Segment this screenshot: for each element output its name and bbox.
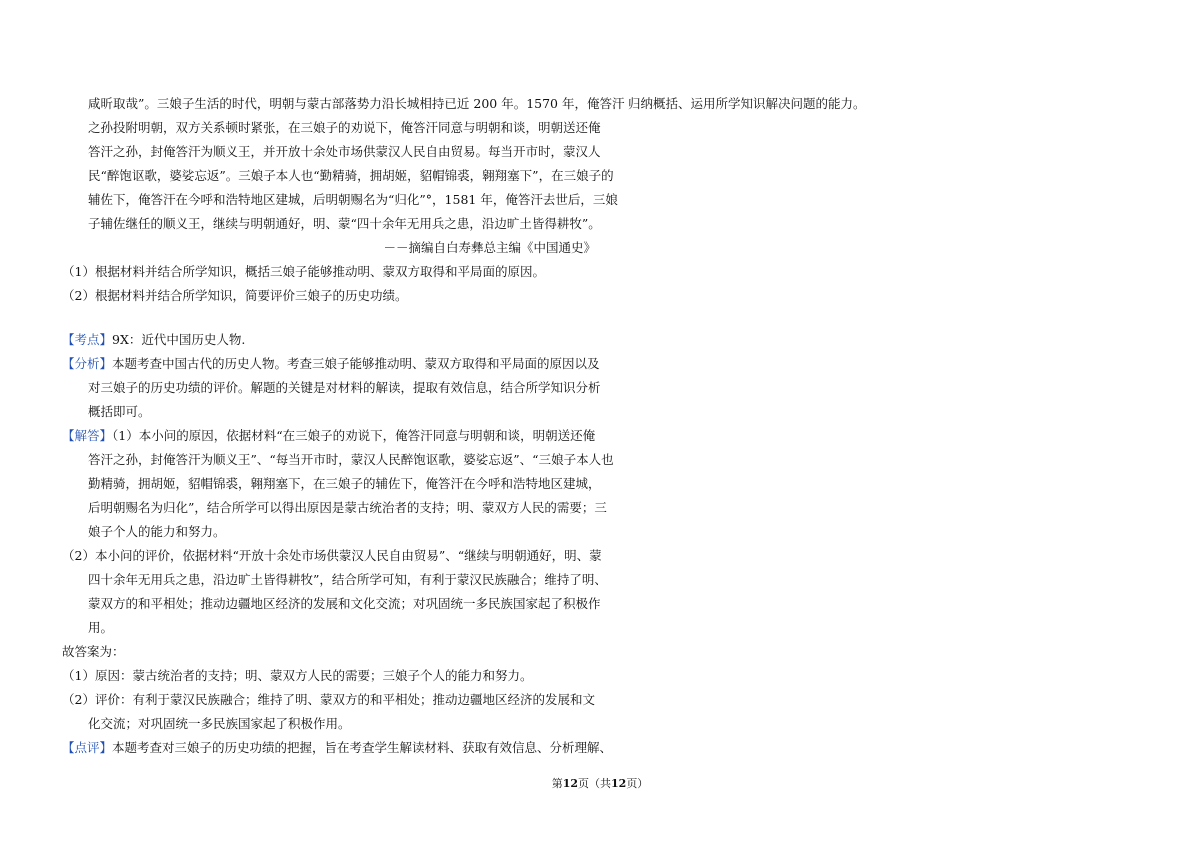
fenxi-line: 概括即可。 xyxy=(88,404,151,419)
dianping-tag: 【点评】 xyxy=(62,740,113,755)
answer-title: 故答案为： xyxy=(62,644,125,659)
footer-prefix: 第 xyxy=(551,777,563,790)
fenxi-text: 本题考查中国古代的历史人物。考查三娘子能够推动明、蒙双方取得和平局面的原因以及 xyxy=(112,356,600,371)
spacer xyxy=(76,308,596,328)
dianping-text: 本题考查对三娘子的历史功绩的把握，旨在考查学生解读材料、获取有效信息、分析理解、 xyxy=(112,740,613,755)
fenxi-tag: 【分析】 xyxy=(62,356,113,371)
right-column xyxy=(628,92,1128,116)
fenxi-line xyxy=(62,352,600,376)
material-line: 辅佐下，俺答汗在今呼和浩特地区建城，后明朝赐名为“归化”°，1581 年，俺答汗去世后，三娘 xyxy=(88,192,618,207)
footer-mid: 页（共 xyxy=(578,777,611,790)
material-line: 民“醉饱讴歌，婆娑忘返”。三娘子本人也“勤精骑，拥胡姬，貂帽锦裘，翱翔塞下”，在三娘子的 xyxy=(88,168,614,183)
left-column xyxy=(62,92,625,760)
jieda-q2-line: 四十余年无用兵之患，沿边旷土皆得耕牧”，结合所学可知，有利于蒙汉民族融合；维持了明、 xyxy=(88,572,607,587)
footer-suffix: 页） xyxy=(626,777,649,790)
jieda-line: 勤精骑，拥胡姬，貂帽锦裘，翱翔塞下，在三娘子的辅佐下，俺答汗在今呼和浩特地区建城， xyxy=(88,476,601,491)
kaodian-tag: 【考点】 xyxy=(62,332,113,347)
kaodian-line xyxy=(62,328,596,352)
question-1: （1）根据材料并结合所学知识，概括三娘子能够推动明、蒙双方取得和平局面的原因。 xyxy=(62,264,545,279)
answer-2: （2）评价：有利于蒙汉民族融合；维持了明、蒙双方的和平相处；推动边疆地区经济的发展和文 xyxy=(62,692,595,707)
fenxi-line: 对三娘子的历史功绩的评价。解题的关键是对材料的解读，提取有效信息，结合所学知识分析 xyxy=(88,380,601,395)
dianping-line xyxy=(62,736,613,760)
footer-total-pages: 12 xyxy=(611,777,627,790)
jieda-tag: 【解答】 xyxy=(62,428,113,443)
footer-page-number: 12 xyxy=(562,777,578,790)
jieda-line xyxy=(62,424,596,448)
jieda-line: 娘子个人的能力和努力。 xyxy=(88,524,226,539)
question-2: （2）根据材料并结合所学知识，简要评价三娘子的历史功绩。 xyxy=(62,288,408,303)
kaodian-text: 9X：近代中国历史人物. xyxy=(112,332,246,347)
jieda-q2-line: 蒙双方的和平相处；推动边疆地区经济的发展和文化交流；对巩固统一多民族国家起了积极作 xyxy=(88,596,601,611)
jieda-line: 后明朝赐名为归化”，结合所学可以得出原因是蒙古统治者的支持；明、蒙双方人民的需要；三 xyxy=(88,500,607,515)
jieda-text: （1）本小问的原因，依据材料“在三娘子的劝说下，俺答汗同意与明朝和谈，明朝送还俺 xyxy=(112,428,596,443)
dianping-continued: 归纳概括、运用所学知识解决问题的能力。 xyxy=(628,96,866,111)
jieda-line: 答汗之孙，封俺答汗为顺义王”、“每当开市时，蒙汉人民醉饱讴歌，婆娑忘返”、“三娘子本人也 xyxy=(88,452,614,467)
jieda-q2-line: （2）本小问的评价，依据材料“开放十余处市场供蒙汉人民自由贸易”、“继续与明朝通好，明、蒙 xyxy=(62,548,602,563)
material-line: 之孙投附明朝，双方关系顿时紧张，在三娘子的劝说下，俺答汗同意与明朝和谈，明朝送还俺 xyxy=(88,120,601,135)
material-line: 答汗之孙，封俺答汗为顺义王，并开放十余处市场供蒙汉人民自由贸易。每当开市时，蒙汉人 xyxy=(88,144,601,159)
jieda-q2-line: 用。 xyxy=(88,620,114,635)
page-footer xyxy=(0,775,1200,791)
source-citation: －－摘编自白寿彝总主编《中国通史》 xyxy=(383,240,596,255)
answer-1: （1）原因：蒙古统治者的支持；明、蒙双方人民的需要；三娘子个人的能力和努力。 xyxy=(62,668,533,683)
answer-2-cont: 化交流；对巩固统一多民族国家起了积极作用。 xyxy=(88,716,351,731)
material-line: 咸昕取哉”。三娘子生活的时代，明朝与蒙古部落势力沿长城相持已近 200 年。1570 年，俺答汗 xyxy=(88,96,625,111)
material-line: 子辅佐继任的顺义王，继续与明朝通好，明、蒙“四十余年无用兵之患，沿边旷土皆得耕牧”。 xyxy=(88,216,601,231)
